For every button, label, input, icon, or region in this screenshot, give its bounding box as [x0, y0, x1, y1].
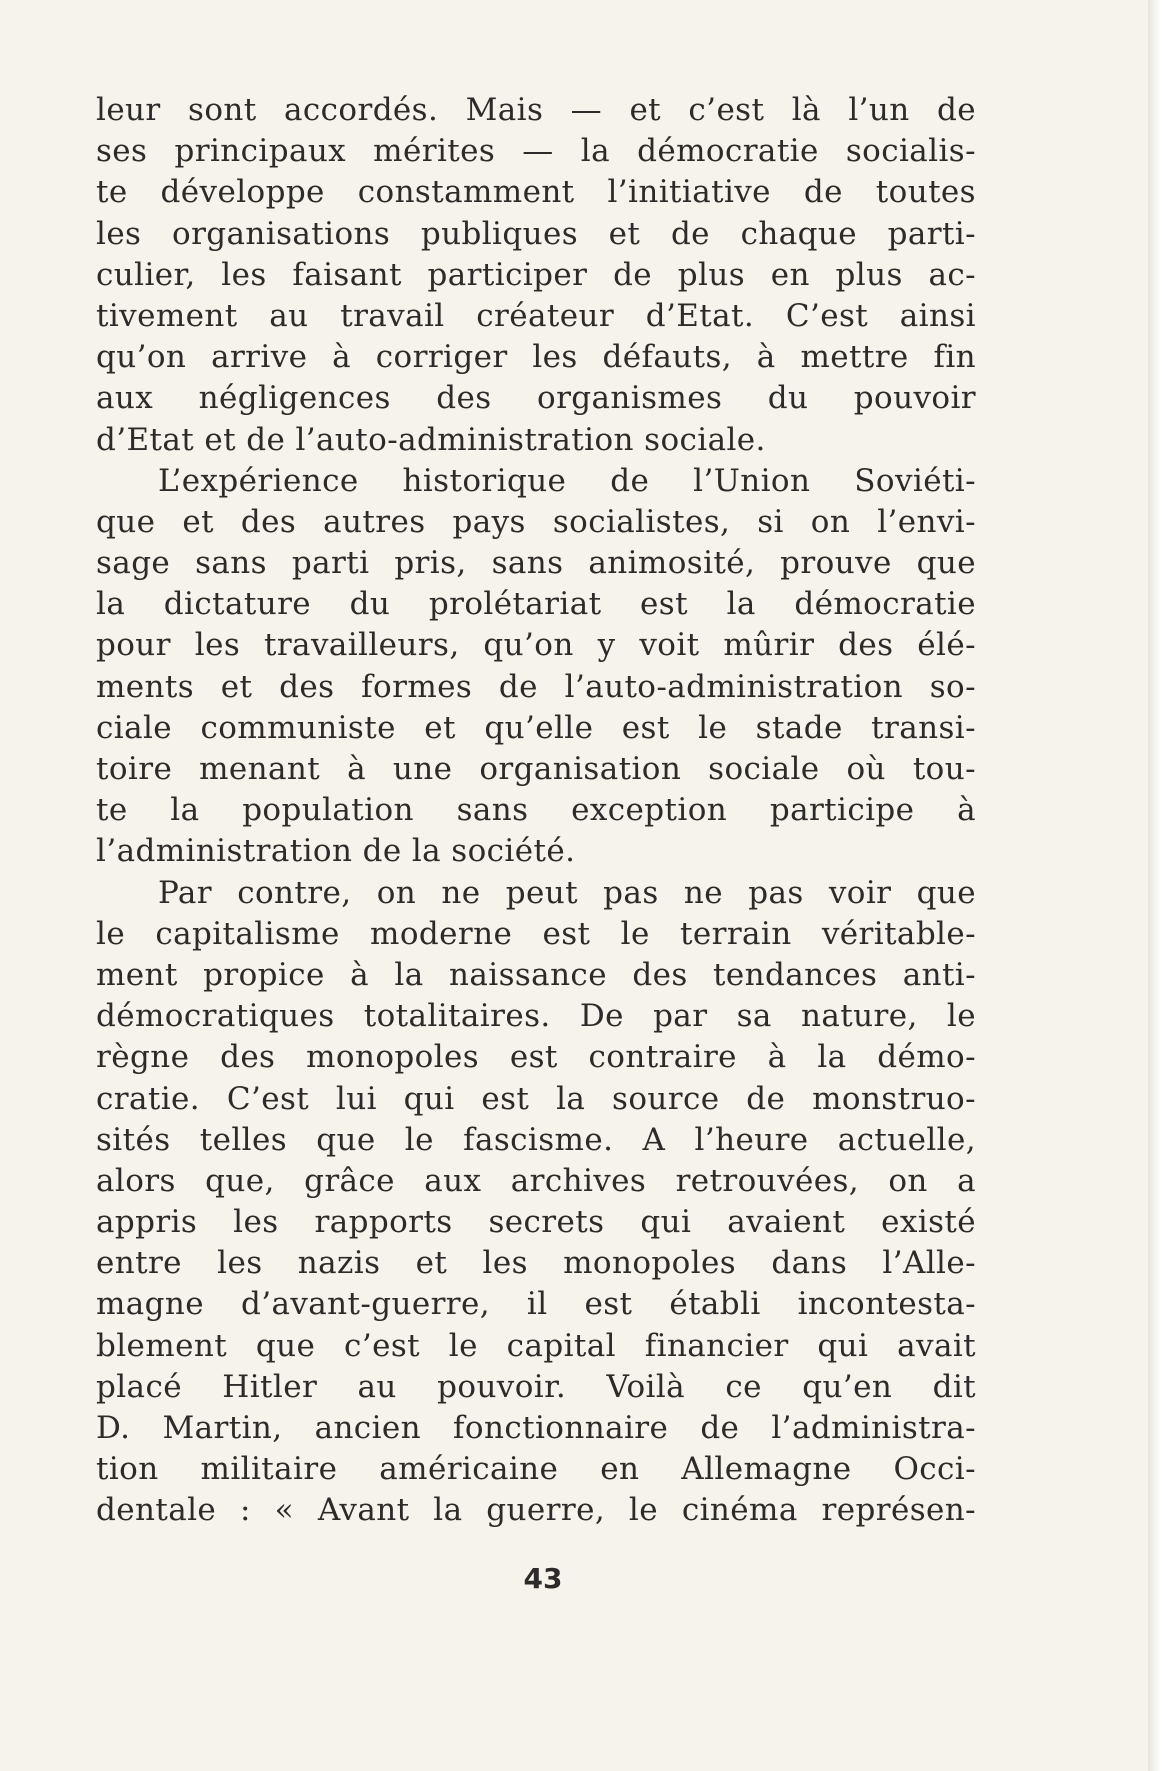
text-line: leur sont accordés. Mais — et c’est là l’un de: [96, 92, 976, 128]
text-line: le capitalisme moderne est le terrain véritable-: [96, 915, 976, 952]
text-line: aux négligences des organismes du pouvoir: [96, 380, 976, 417]
page-number: 43: [523, 1562, 563, 1595]
text-line: placé Hitler au pouvoir. Voilà ce qu’en dit: [96, 1368, 976, 1405]
text-line: ses principaux mérites — la démocratie socialis-: [96, 133, 976, 170]
text-line: dentale : « Avant la guerre, le cinéma représen-: [96, 1492, 976, 1529]
text-line: ment propice à la naissance des tendances anti-: [96, 956, 976, 993]
text-line: démocratiques totalitaires. De par sa nature, le: [96, 998, 976, 1035]
text-line: sage sans parti pris, sans animosité, prouve que: [96, 545, 976, 582]
text-line: sités telles que le fascisme. A l’heure actuelle,: [96, 1121, 976, 1158]
text-line: tivement au travail créateur d’Etat. C’est ainsi: [96, 297, 976, 334]
text-line: magne d’avant-guerre, il est établi incontesta-: [96, 1286, 976, 1323]
text-line: règne des monopoles est contraire à la démo-: [96, 1039, 976, 1076]
text-line: la dictature du prolétariat est la démocratie: [96, 586, 976, 623]
text-line: qu’on arrive à corriger les défauts, à mettre fin: [96, 339, 976, 376]
text-line: te développe constamment l’initiative de toutes: [96, 174, 976, 211]
text-line: blement que c’est le capital financier qui avait: [96, 1327, 976, 1364]
text-line: L’expérience historique de l’Union Soviéti-: [158, 462, 976, 499]
text-line: entre les nazis et les monopoles dans l’Alle-: [96, 1245, 976, 1282]
text-line: appris les rapports secrets qui avaient existé: [96, 1204, 976, 1241]
text-line: que et des autres pays socialistes, si on l’envi-: [96, 503, 976, 540]
text-line: alors que, grâce aux archives retrouvées, on a: [96, 1162, 976, 1199]
text-line: les organisations publiques et de chaque parti-: [96, 215, 976, 252]
text-line: tion militaire américaine en Allemagne Occi-: [96, 1451, 976, 1488]
text-line: D. Martin, ancien fonctionnaire de l’administra-: [96, 1410, 976, 1446]
text-line: toire menant à une organisation sociale où tou-: [96, 751, 976, 787]
page-edge: [1148, 0, 1170, 1771]
text-line: ciale communiste et qu’elle est le stade transi-: [96, 709, 976, 746]
text-line: d’Etat et de l’auto-administration sociale.: [96, 421, 766, 458]
text-line: ments et des formes de l’auto-administration so-: [96, 668, 976, 705]
text-line: culier, les faisant participer de plus en plus ac-: [96, 256, 976, 293]
text-line: te la population sans exception participe à: [96, 792, 976, 829]
body-text: [96, 90, 976, 1532]
text-line: Par contre, on ne peut pas ne pas voir que: [158, 874, 976, 911]
text-line: cratie. C’est lui qui est la source de monstruo-: [96, 1080, 976, 1117]
text-line: l’administration de la société.: [96, 833, 576, 870]
text-line: pour les travailleurs, qu’on y voit mûrir des élé-: [96, 627, 976, 664]
